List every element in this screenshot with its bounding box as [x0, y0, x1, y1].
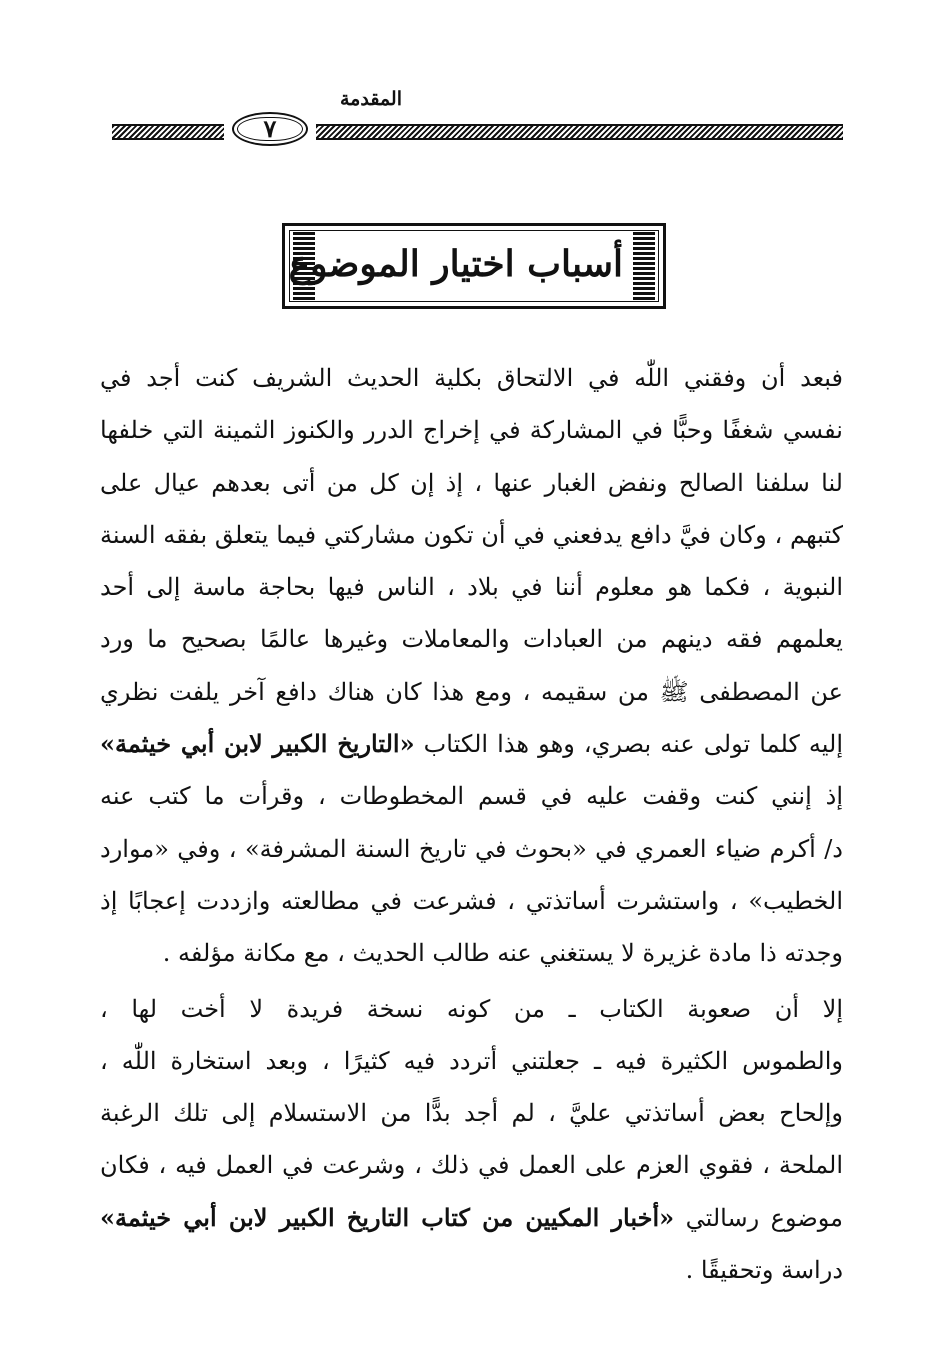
- paragraph-line: د/ أكرم ضياء العمري في «بحوث في تاريخ السنة المشرفة» ، وفي «موارد: [100, 834, 843, 863]
- title-ornament-right: [633, 232, 655, 300]
- paragraph-line: الملحة ، فقوي العزم على العمل في ذلك ، وشرعت في العمل فيه ، فكان: [100, 1151, 843, 1180]
- paragraph-line: وجدته ذا مادة غزيرة لا يستغني عنه طالب الحديث ، مع مكانة مؤلفه .: [162, 939, 843, 968]
- paragraph-2: [100, 983, 843, 1297]
- running-title: المقدمة: [339, 88, 402, 110]
- body-text: [100, 352, 843, 1296]
- paragraph-line: [100, 718, 843, 770]
- running-head: [0, 86, 940, 116]
- paragraph-line: والطموس الكثيرة فيه ـ جعلتني أتردد فيه كثيرًا ، وبعد استخارة اللّٰه ،: [100, 1046, 843, 1075]
- paragraph-line: يعلمهم فقه دينهم من العبادات والمعاملات وغيرها عالمًا بصحيح ما ورد: [100, 625, 843, 654]
- header-rule-left: [112, 124, 224, 140]
- paragraph-line: وإلحاح بعض أساتذتي عليَّ ، لم أجد بدًّا من الاستسلام إلى تلك الرغبة: [100, 1099, 843, 1128]
- page-number-badge: [232, 112, 308, 146]
- thesis-title-bold: «أخبار المكيين من كتاب التاريخ الكبير لابن أبي خيثمة»: [100, 1202, 675, 1232]
- line-text: موضوع رسالتي: [674, 1203, 843, 1232]
- paragraph-line: إذ إنني كنت وقفت عليه في قسم المخطوطات ، وقرأت ما كتب عنه: [100, 782, 843, 811]
- paragraph-line: نفسي شغفًا وحبًّا في المشاركة في إخراج الدرر والكنوز الثمينة التي خلفها: [100, 416, 843, 445]
- paragraph-line: [100, 1192, 843, 1244]
- paragraph-line: كتبهم ، وكان فيَّ دافع يدفعني في أن تكون مشاركتي فيما يتعلق بفقه السنة: [100, 520, 843, 549]
- paragraph-line: الخطيب» ، واستشرت أساتذتي ، فشرعت في مطالعته وازددت إعجابًا إذ: [100, 886, 843, 915]
- section-title: أسباب اختيار الموضوع: [288, 243, 623, 285]
- paragraph-line: لنا سلفنا الصالح ونفض الغبار عنها ، إذ إن كل من أتى بعدهم عيال على: [100, 468, 843, 497]
- paragraph-line: فبعد أن وفقني اللّٰه في الالتحاق بكلية الحديث الشريف كنت أجد في: [100, 364, 843, 392]
- paragraph-line: النبوية ، فكما هو معلوم أننا في بلاد ، الناس فيها بحاجة ماسة إلى أحد: [100, 573, 843, 602]
- paragraph-line: إلا أن صعوبة الكتاب ـ من كونه نسخة فريدة لا أخت لها ،: [100, 994, 843, 1023]
- line-text: إليه كلما تولى عنه بصري، وهو هذا الكتاب: [414, 730, 843, 759]
- header-rule-right: [316, 124, 843, 140]
- paragraph-line: عن المصطفى ﷺ من سقيمه ، ومع هذا كان هناك دافع آخر يلفت نظري: [100, 677, 843, 706]
- book-title-bold: «التاريخ الكبير لابن أبي خيثمة»: [100, 729, 415, 759]
- section-title-frame: [282, 223, 666, 309]
- paragraph-line: دراسة وتحقيقًا .: [685, 1256, 843, 1285]
- page-number: ٧: [263, 114, 277, 143]
- paragraph-1: [100, 352, 843, 980]
